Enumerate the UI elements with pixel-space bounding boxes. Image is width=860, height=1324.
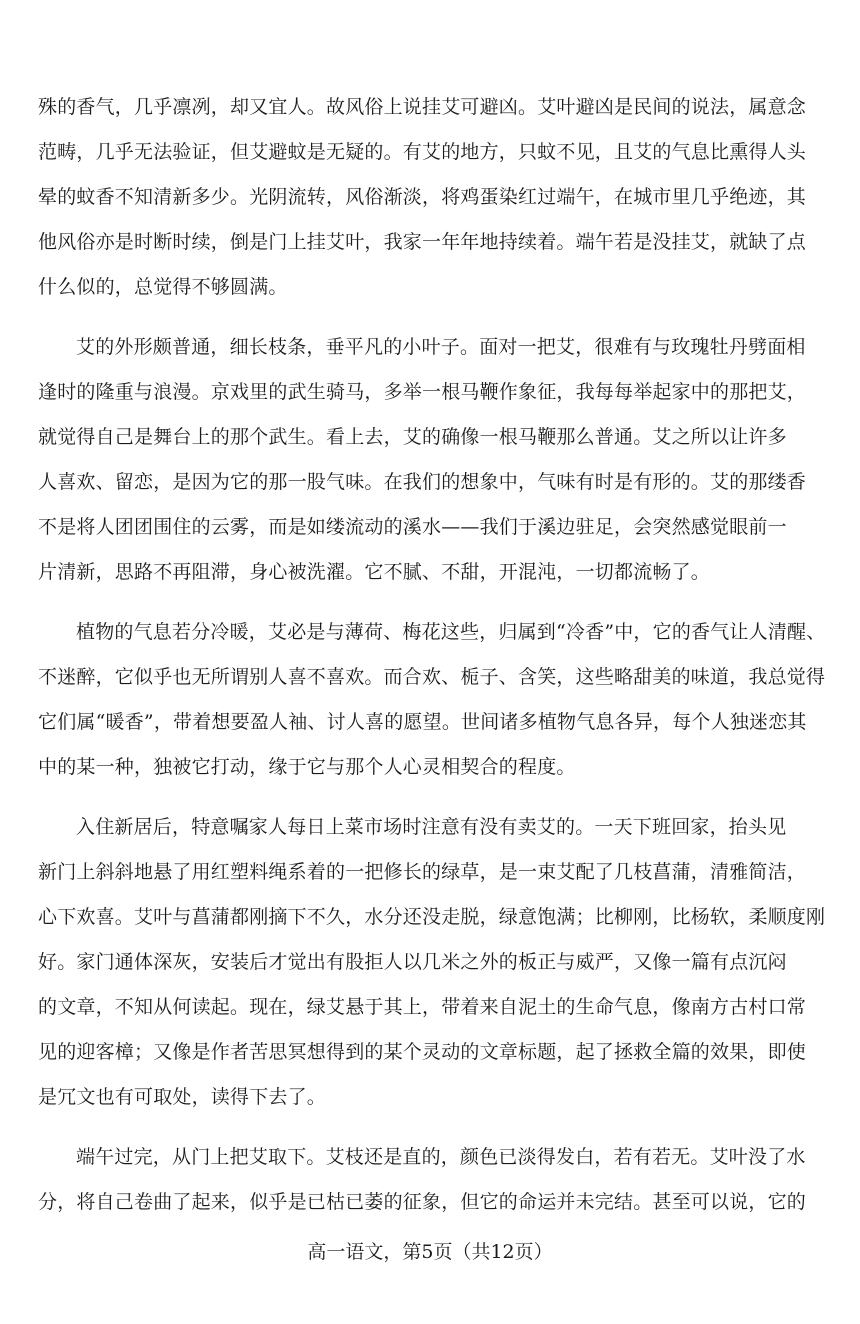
text-line: 见的迎客樟；又像是作者苦思冥想得到的某个灵动的文章标题，起了拯救全篇的效果，即使 [38, 1041, 807, 1063]
text-line: 晕的蚊香不知清新多少。光阴流转，风俗渐淡，将鸡蛋染红过端午，在城市里几乎绝迹，其 [38, 186, 807, 208]
text-line: 艾的外形颇普通，细长枝条，垂平凡的小叶子。面对一把艾，很难有与玫瑰牡丹劈面相 [76, 336, 806, 358]
text-line: 中的某一种，独被它打动，缘于它与那个人心灵相契合的程度。 [38, 756, 576, 778]
text-line: 片清新，思路不再阻滞，身心被洗濯。它不腻、不甜，开混沌，一切都流畅了。 [38, 561, 711, 583]
text-line: 范畴，几乎无法验证，但艾避蚊是无疑的。有艾的地方，只蚊不见，且艾的气息比熏得人头 [38, 141, 807, 163]
text-line: 的文章，不知从何读起。现在，绿艾悬于其上，带着来自泥土的生命气息，像南方古村口常 [38, 996, 807, 1018]
text-line: 什么似的，总觉得不够圆满。 [38, 276, 288, 298]
text-line: 入住新居后，特意嘱家人每日上菜市场时注意有没有卖艾的。一天下班回家，抬头见 [76, 816, 787, 838]
text-line: 人喜欢、留恋，是因为它的那一股气味。在我们的想象中，气味有时是有形的。艾的那缕香 [38, 471, 807, 493]
text-line: 不是将人团团围住的云雾，而是如缕流动的溪水——我们于溪边驻足，会突然感觉眼前一 [38, 516, 787, 538]
page-footer: 高一语文，第5页（共12页） [307, 1241, 553, 1263]
text-line: 植物的气息若分冷暖，艾必是与薄荷、梅花这些，归属到“冷香”中，它的香气让人清醒、 [76, 621, 826, 643]
text-line: 它们属“暖香”，带着想要盈人袖、讨人喜的愿望。世间诸多植物气息各异，每个人独迷恋其 [38, 711, 807, 733]
text-line: 新门上斜斜地悬了用红塑料绳系着的一把修长的绿草，是一束艾配了几枝菖蒲，清雅简洁， [38, 861, 807, 883]
text-line: 分，将自己卷曲了起来，似乎是已枯已萎的征象，但它的命运并未完结。甚至可以说，它的 [38, 1191, 807, 1213]
text-line: 殊的香气，几乎凛冽，却又宜人。故风俗上说挂艾可避凶。艾叶避凶是民间的说法，属意念 [38, 96, 807, 118]
text-line: 好。家门通体深灰，安装后才觉出有股拒人以几米之外的板正与威严，又像一篇有点沉闷 [38, 951, 787, 973]
text-line: 心下欢喜。艾叶与菖蒲都刚摘下不久，水分还没走脱，绿意饱满；比柳刚，比杨软，柔顺度刚 [38, 906, 826, 928]
text-line: 就觉得自己是舞台上的那个武生。看上去，艾的确像一根马鞭那么普通。艾之所以让许多 [38, 426, 787, 448]
text-line: 不迷醉，它似乎也无所谓别人喜不喜欢。而合欢、栀子、含笑，这些略甜美的味道，我总觉得 [38, 666, 826, 688]
text-line: 端午过完，从门上把艾取下。艾枝还是直的，颜色已淡得发白，若有若无。艾叶没了水 [76, 1146, 806, 1168]
text-line: 逢时的隆重与浪漫。京戏里的武生骑马，多举一根马鞭作象征，我每每举起家中的那把艾， [38, 381, 807, 403]
text-line: 他风俗亦是时断时续，倒是门上挂艾叶，我家一年年地持续着。端午若是没挂艾，就缺了点 [38, 231, 807, 253]
text-line: 是冗文也有可取处，读得下去了。 [38, 1086, 327, 1108]
